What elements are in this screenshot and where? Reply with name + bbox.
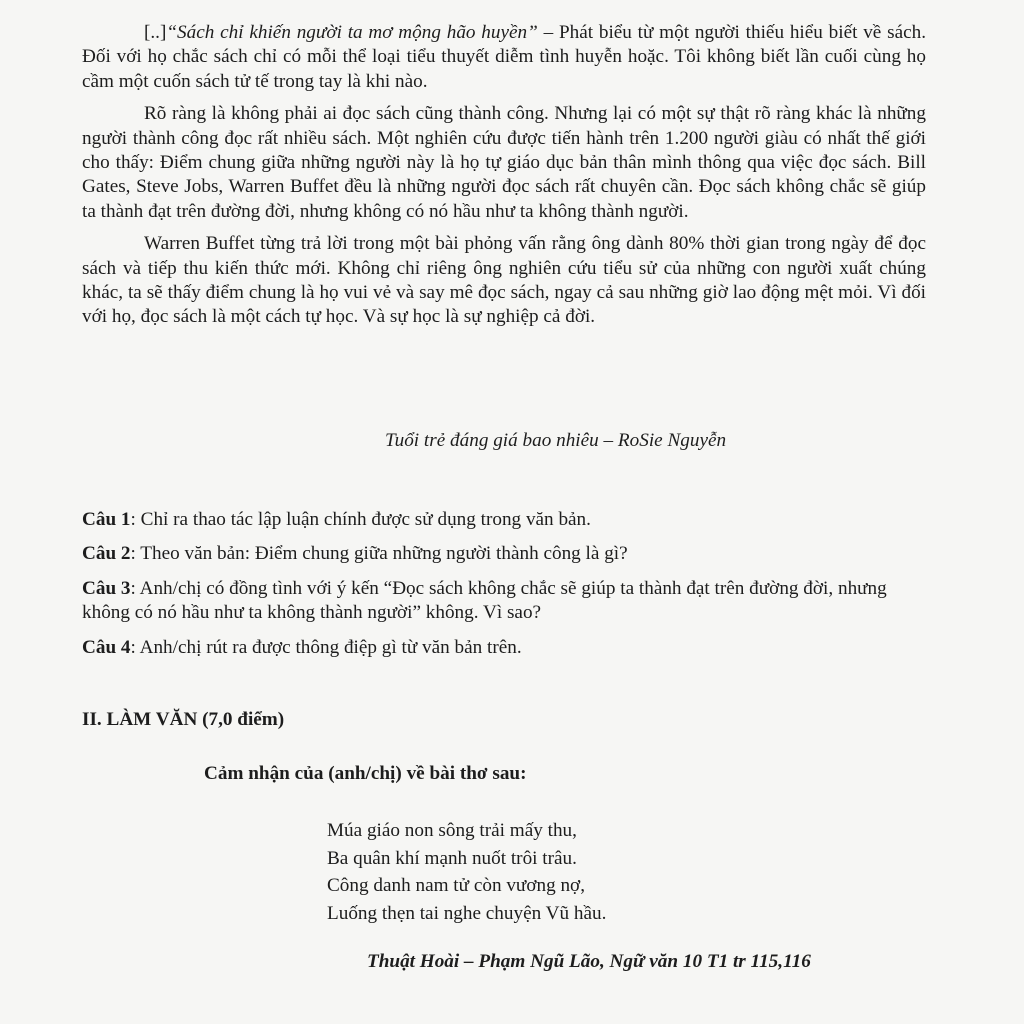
question-4 bbox=[82, 636, 902, 660]
question-list bbox=[82, 508, 902, 670]
poem-line: Ba quân khí mạnh nuốt trôi trâu. bbox=[327, 847, 577, 869]
question-1-text: : Chỉ ra thao tác lập luận chính được sử dụng trong văn bản. bbox=[130, 509, 591, 530]
paragraph-1 bbox=[82, 21, 926, 94]
paragraph-1-rest: – Phát biểu từ một người thiếu hiểu biết về sách. Đối với họ chắc sách chỉ có mỗi thể loại tiểu thuyết diễm tình huyễn hoặc. Tôi không biết lần cuối cùng họ cầm một cuốn sách tử tế trong tay là khi nào. bbox=[82, 22, 926, 92]
poem-line: Luống thẹn tai nghe chuyện Vũ hầu. bbox=[327, 902, 607, 924]
poem bbox=[327, 817, 606, 927]
question-2 bbox=[82, 542, 902, 566]
question-2-text: : Theo văn bản: Điểm chung giữa những người thành công là gì? bbox=[130, 543, 628, 565]
reading-passage bbox=[82, 21, 926, 338]
question-2-label: Câu 2 bbox=[82, 543, 131, 565]
poem-citation: Thuật Hoài – Phạm Ngũ Lão, Ngữ văn 10 T1 tr 115,116 bbox=[367, 951, 811, 972]
question-4-text: : Anh/chị rút ra được thông điệp gì từ văn bản trên. bbox=[130, 636, 522, 658]
question-3-label: Câu 3 bbox=[82, 577, 131, 599]
poem-line: Múa giáo non sông trải mấy thu, bbox=[327, 820, 577, 841]
essay-prompt: Cảm nhận của (anh/chị) về bài thơ sau: bbox=[204, 763, 527, 784]
question-1-label: Câu 1 bbox=[82, 509, 131, 530]
question-3-text: : Anh/chị có đồng tình với ý kến “Đọc sách không chắc sẽ giúp ta thành đạt trên đường đời, nhưng không có nó hầu như ta không thành người” không. Vì sao? bbox=[82, 577, 887, 624]
question-1 bbox=[82, 508, 902, 532]
paragraph-2: Rõ ràng là không phải ai đọc sách cũng thành công. Nhưng lại có một sự thật rõ ràng khác là những người thành công đọc rất nhiều sách. Một nghiên cứu được tiến hành trên 1.200 người giàu có nhất thế giới cho thấy: Điểm chung giữa những người này là họ tự giáo dục bản thân mình thông qua việc đọc sách. Bill Gates, Steve Jobs, Warren Buffet đều là những người đọc sách rất chuyên cần. Đọc sách không chắc sẽ giúp ta thành đạt trên đường đời, nhưng không có nó hầu như ta không thành người. bbox=[82, 103, 926, 222]
section-title: II. LÀM VĂN (7,0 điểm) bbox=[82, 709, 285, 730]
question-3 bbox=[82, 577, 902, 626]
poem-line: Công danh nam tử còn vương nợ, bbox=[327, 875, 585, 896]
question-4-label: Câu 4 bbox=[82, 636, 131, 658]
paragraph-1-lead: [..] bbox=[144, 22, 167, 43]
paragraph-1-quote: “Sách chỉ khiến người ta mơ mộng hão huyền” bbox=[166, 22, 538, 43]
paragraph-3: Warren Buffet từng trả lời trong một bài phỏng vấn rằng ông dành 80% thời gian trong ngày để đọc sách và tiếp thu kiến thức mới. Không chỉ riêng ông nghiên cứu tiểu sử của những con người xuất chúng khác, ta sẽ thấy điểm chung là họ vui vẻ và say mê đọc sách, ngay cả sau những giờ lao động mệt mỏi. Vì đối với họ, đọc sách là một cách tự học. Và sự học là sự nghiệp cả đời. bbox=[82, 233, 926, 328]
passage-source: Tuổi trẻ đáng giá bao nhiêu – RoSie Nguyễn bbox=[385, 430, 727, 451]
